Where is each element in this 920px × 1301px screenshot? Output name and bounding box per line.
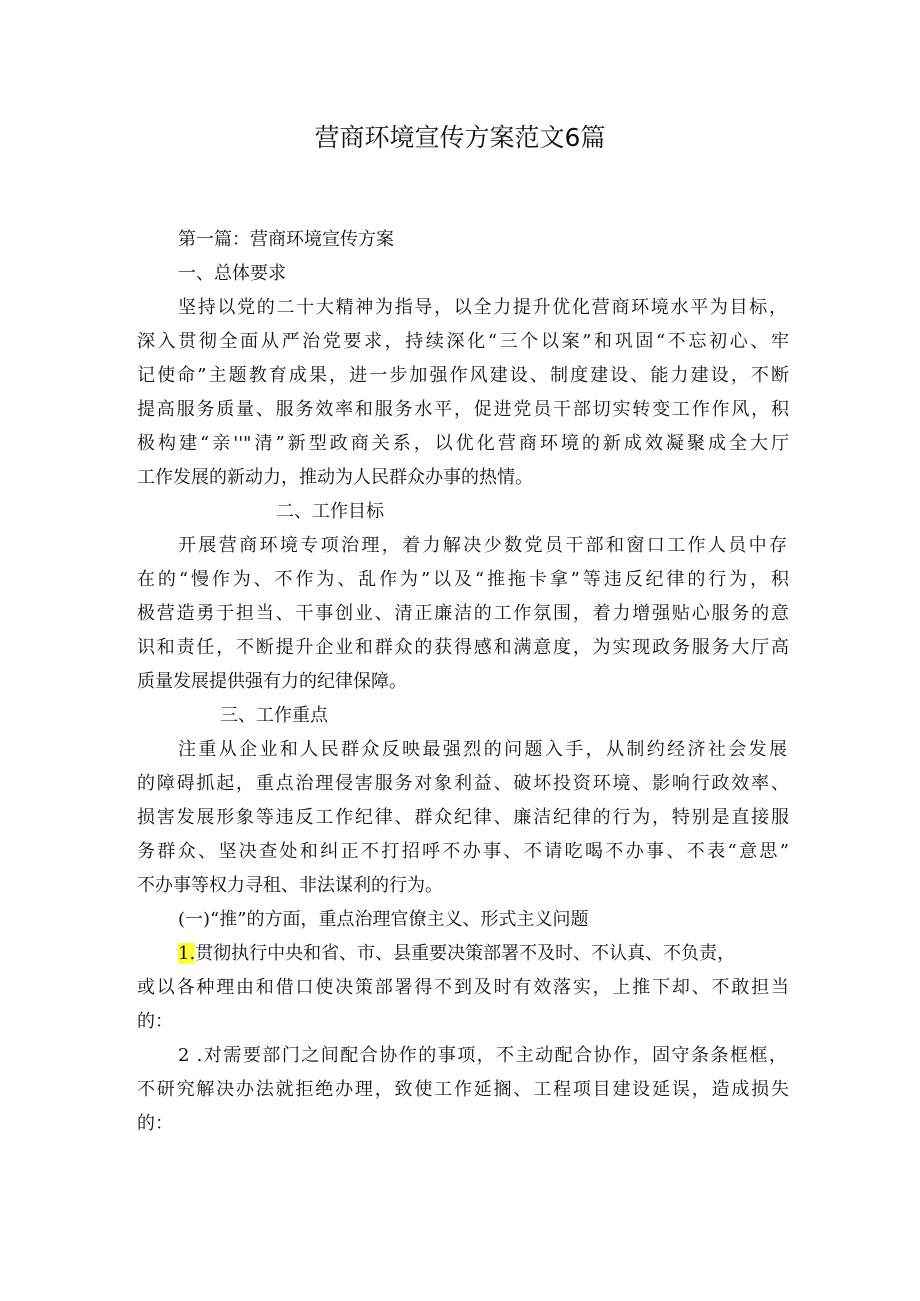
section2-heading: 二、工作目标 bbox=[276, 501, 384, 522]
paragraph-line: 提高服务质量、服务效率和服务水平，促进党员干部切实转变工作作风，积 bbox=[137, 399, 789, 420]
paragraph-line: 坚持以党的二十大精神为指导，以全力提升优化营商环境水平为目标， bbox=[178, 297, 787, 318]
paragraph-line: 的： bbox=[137, 1011, 173, 1032]
item1-first-line bbox=[178, 942, 787, 966]
paragraph-line: 工作发展的新动力，推动为人民群众办事的热情。 bbox=[137, 467, 533, 488]
paragraph-line: 不研究解决办法就拒绝办理，致使工作延搁、工程项目建设延误，造成损失 bbox=[137, 1079, 789, 1100]
item1-text: 贯彻执行中央和省、市、县重要决策部署不及时、不认真、不负责， bbox=[195, 943, 736, 964]
item1-number-highlight: 1. bbox=[178, 943, 196, 964]
paragraph-line: 的障碍抓起，重点治理侵害服务对象利益、破坏投资环境、影响行政效率、 bbox=[137, 773, 789, 794]
subsection1-heading: (一)“推”的方面，重点治理官僚主义、形式主义问题 bbox=[178, 909, 589, 930]
paragraph-line: 或以各种理由和借口使决策部署得不到及时有效落实，上推下却、不敢担当 bbox=[137, 977, 789, 998]
paragraph-line: 损害发展形象等违反工作纪律、群众纪律、廉洁纪律的行为，特别是直接服 bbox=[137, 807, 789, 828]
paragraph-line: 开展营商环境专项治理，着力解决少数党员干部和窗口工作人员中存 bbox=[178, 535, 787, 556]
paragraph-line: 记使命”主题教育成果，进一步加强作风建设、制度建设、能力建设，不断 bbox=[137, 365, 789, 386]
paragraph-line: 2 .对需要部门之间配合协作的事项，不主动配合协作，固守条条框框， bbox=[178, 1045, 787, 1066]
paragraph-line: 注重从企业和人民群众反映最强烈的问题入手，从制约经济社会发展 bbox=[178, 739, 787, 760]
paragraph-line: 质量发展提供强有力的纪律保障。 bbox=[137, 671, 407, 692]
paragraph-line: 识和责任，不断提升企业和群众的获得感和满意度，为实现政务服务大厅高 bbox=[137, 637, 789, 658]
paragraph-line: 不办事等权力寻租、非法谋利的行为。 bbox=[137, 875, 443, 896]
paragraph-line: 极构建“亲''"清”新型政商关系，以优化营商环境的新成效凝聚成全大厅 bbox=[137, 433, 789, 454]
section1-heading: 一、总体要求 bbox=[178, 263, 286, 284]
section3-heading: 三、工作重点 bbox=[220, 705, 328, 726]
document-title: 营商环境宣传方案范文6篇 bbox=[314, 123, 606, 152]
paragraph-line: 务群众、坚决查处和纠正不打招呼不办事、不请吃喝不办事、不表“意思” bbox=[137, 841, 789, 862]
part1-heading: 第一篇：营商环境宣传方案 bbox=[178, 229, 394, 250]
paragraph-line: 深入贯彻全面从严治党要求，持续深化“三个以案”和巩固“不忘初心、牢 bbox=[137, 331, 789, 352]
paragraph-line: 在的“慢作为、不作为、乱作为”以及“推拖卡拿”等违反纪律的行为，积 bbox=[137, 569, 789, 590]
paragraph-line: 极营造勇于担当、干事创业、清正廉洁的工作氛围，着力增强贴心服务的意 bbox=[137, 603, 789, 624]
paragraph-line: 的： bbox=[137, 1113, 173, 1134]
